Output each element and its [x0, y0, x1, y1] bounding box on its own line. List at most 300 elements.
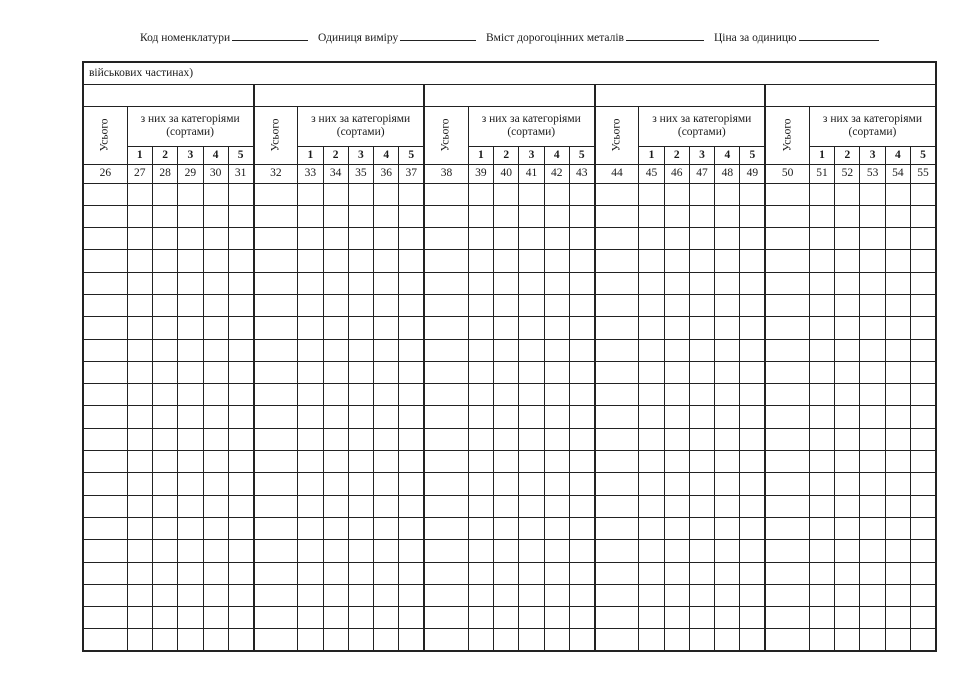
- table-cell[interactable]: [715, 584, 740, 606]
- table-cell[interactable]: [374, 384, 399, 406]
- table-cell[interactable]: [228, 205, 253, 227]
- table-cell[interactable]: [468, 473, 493, 495]
- table-cell[interactable]: [83, 451, 127, 473]
- table-cell[interactable]: [203, 205, 228, 227]
- table-cell[interactable]: [519, 451, 544, 473]
- table-cell[interactable]: [664, 517, 689, 539]
- table-cell[interactable]: [740, 384, 765, 406]
- table-cell[interactable]: [765, 183, 809, 205]
- table-cell[interactable]: [911, 272, 936, 294]
- table-cell[interactable]: [885, 451, 910, 473]
- table-cell[interactable]: [228, 361, 253, 383]
- table-cell[interactable]: [715, 272, 740, 294]
- table-cell[interactable]: [689, 629, 714, 651]
- table-cell[interactable]: [569, 317, 594, 339]
- table-cell[interactable]: [911, 584, 936, 606]
- table-cell[interactable]: [83, 294, 127, 316]
- table-cell[interactable]: [83, 629, 127, 651]
- table-cell[interactable]: [519, 473, 544, 495]
- table-cell[interactable]: [835, 250, 860, 272]
- table-cell[interactable]: [323, 607, 348, 629]
- table-cell[interactable]: [809, 250, 834, 272]
- table-cell[interactable]: [740, 629, 765, 651]
- table-cell[interactable]: [178, 339, 203, 361]
- table-cell[interactable]: [348, 607, 373, 629]
- table-cell[interactable]: [740, 250, 765, 272]
- table-cell[interactable]: [765, 584, 809, 606]
- table-cell[interactable]: [860, 384, 885, 406]
- table-cell[interactable]: [178, 607, 203, 629]
- table-cell[interactable]: [468, 205, 493, 227]
- table-cell[interactable]: [715, 495, 740, 517]
- table-cell[interactable]: [468, 451, 493, 473]
- table-cell[interactable]: [254, 183, 298, 205]
- table-cell[interactable]: [664, 272, 689, 294]
- table-cell[interactable]: [348, 228, 373, 250]
- table-cell[interactable]: [494, 517, 519, 539]
- table-cell[interactable]: [178, 517, 203, 539]
- table-cell[interactable]: [740, 294, 765, 316]
- table-cell[interactable]: [765, 473, 809, 495]
- table-cell[interactable]: [127, 607, 152, 629]
- table-cell[interactable]: [399, 183, 424, 205]
- table-cell[interactable]: [203, 562, 228, 584]
- table-cell[interactable]: [152, 495, 177, 517]
- table-cell[interactable]: [689, 517, 714, 539]
- table-cell[interactable]: [468, 294, 493, 316]
- table-cell[interactable]: [569, 384, 594, 406]
- table-cell[interactable]: [765, 607, 809, 629]
- table-cell[interactable]: [809, 540, 834, 562]
- table-cell[interactable]: [348, 451, 373, 473]
- table-cell[interactable]: [254, 607, 298, 629]
- table-cell[interactable]: [178, 361, 203, 383]
- table-cell[interactable]: [544, 607, 569, 629]
- table-cell[interactable]: [569, 540, 594, 562]
- table-cell[interactable]: [639, 361, 664, 383]
- table-cell[interactable]: [127, 272, 152, 294]
- table-cell[interactable]: [374, 451, 399, 473]
- table-cell[interactable]: [569, 250, 594, 272]
- table-cell[interactable]: [127, 517, 152, 539]
- table-cell[interactable]: [178, 562, 203, 584]
- table-cell[interactable]: [494, 183, 519, 205]
- table-cell[interactable]: [494, 473, 519, 495]
- table-cell[interactable]: [228, 495, 253, 517]
- table-cell[interactable]: [203, 517, 228, 539]
- table-cell[interactable]: [424, 584, 468, 606]
- table-cell[interactable]: [689, 607, 714, 629]
- table-cell[interactable]: [519, 584, 544, 606]
- table-cell[interactable]: [835, 339, 860, 361]
- table-cell[interactable]: [689, 562, 714, 584]
- table-cell[interactable]: [689, 183, 714, 205]
- table-cell[interactable]: [178, 183, 203, 205]
- table-cell[interactable]: [424, 540, 468, 562]
- table-cell[interactable]: [765, 317, 809, 339]
- table-cell[interactable]: [468, 495, 493, 517]
- table-cell[interactable]: [911, 406, 936, 428]
- table-cell[interactable]: [424, 562, 468, 584]
- table-cell[interactable]: [715, 183, 740, 205]
- table-cell[interactable]: [835, 183, 860, 205]
- table-cell[interactable]: [860, 250, 885, 272]
- table-cell[interactable]: [765, 205, 809, 227]
- table-cell[interactable]: [715, 339, 740, 361]
- table-cell[interactable]: [569, 228, 594, 250]
- table-cell[interactable]: [809, 562, 834, 584]
- table-cell[interactable]: [689, 361, 714, 383]
- table-cell[interactable]: [254, 339, 298, 361]
- table-cell[interactable]: [885, 294, 910, 316]
- table-cell[interactable]: [885, 562, 910, 584]
- table-cell[interactable]: [254, 406, 298, 428]
- table-cell[interactable]: [254, 428, 298, 450]
- table-cell[interactable]: [689, 473, 714, 495]
- table-cell[interactable]: [494, 451, 519, 473]
- table-cell[interactable]: [298, 361, 323, 383]
- table-cell[interactable]: [127, 540, 152, 562]
- table-cell[interactable]: [885, 629, 910, 651]
- table-cell[interactable]: [83, 540, 127, 562]
- table-cell[interactable]: [374, 562, 399, 584]
- table-cell[interactable]: [127, 495, 152, 517]
- table-cell[interactable]: [715, 317, 740, 339]
- table-cell[interactable]: [835, 406, 860, 428]
- table-cell[interactable]: [544, 183, 569, 205]
- table-cell[interactable]: [835, 317, 860, 339]
- table-cell[interactable]: [83, 272, 127, 294]
- table-cell[interactable]: [715, 607, 740, 629]
- table-cell[interactable]: [860, 584, 885, 606]
- table-cell[interactable]: [298, 473, 323, 495]
- table-cell[interactable]: [885, 205, 910, 227]
- table-cell[interactable]: [911, 495, 936, 517]
- table-cell[interactable]: [323, 250, 348, 272]
- table-cell[interactable]: [911, 294, 936, 316]
- table-cell[interactable]: [254, 584, 298, 606]
- table-cell[interactable]: [569, 205, 594, 227]
- table-cell[interactable]: [254, 540, 298, 562]
- table-cell[interactable]: [885, 250, 910, 272]
- table-cell[interactable]: [468, 183, 493, 205]
- table-cell[interactable]: [374, 339, 399, 361]
- table-cell[interactable]: [544, 205, 569, 227]
- table-cell[interactable]: [835, 540, 860, 562]
- table-cell[interactable]: [664, 183, 689, 205]
- table-cell[interactable]: [519, 428, 544, 450]
- table-cell[interactable]: [178, 250, 203, 272]
- table-cell[interactable]: [228, 562, 253, 584]
- table-cell[interactable]: [127, 339, 152, 361]
- table-cell[interactable]: [519, 183, 544, 205]
- table-cell[interactable]: [399, 451, 424, 473]
- table-cell[interactable]: [424, 384, 468, 406]
- table-cell[interactable]: [83, 406, 127, 428]
- table-cell[interactable]: [595, 584, 639, 606]
- table-cell[interactable]: [178, 428, 203, 450]
- table-cell[interactable]: [298, 339, 323, 361]
- table-cell[interactable]: [127, 473, 152, 495]
- table-cell[interactable]: [765, 428, 809, 450]
- table-cell[interactable]: [424, 517, 468, 539]
- table-cell[interactable]: [323, 183, 348, 205]
- table-cell[interactable]: [689, 272, 714, 294]
- table-cell[interactable]: [152, 607, 177, 629]
- table-cell[interactable]: [298, 451, 323, 473]
- table-cell[interactable]: [835, 228, 860, 250]
- table-cell[interactable]: [494, 495, 519, 517]
- table-cell[interactable]: [835, 272, 860, 294]
- table-cell[interactable]: [228, 428, 253, 450]
- table-cell[interactable]: [689, 406, 714, 428]
- table-cell[interactable]: [494, 584, 519, 606]
- table-cell[interactable]: [178, 384, 203, 406]
- table-cell[interactable]: [178, 584, 203, 606]
- table-cell[interactable]: [468, 272, 493, 294]
- table-cell[interactable]: [83, 517, 127, 539]
- table-cell[interactable]: [639, 540, 664, 562]
- table-cell[interactable]: [715, 294, 740, 316]
- table-cell[interactable]: [399, 339, 424, 361]
- table-cell[interactable]: [664, 205, 689, 227]
- table-cell[interactable]: [639, 629, 664, 651]
- precious-metals-blank[interactable]: [626, 30, 704, 41]
- table-cell[interactable]: [203, 540, 228, 562]
- table-cell[interactable]: [544, 562, 569, 584]
- table-cell[interactable]: [911, 205, 936, 227]
- table-cell[interactable]: [348, 629, 373, 651]
- table-cell[interactable]: [569, 517, 594, 539]
- table-cell[interactable]: [323, 228, 348, 250]
- table-cell[interactable]: [152, 384, 177, 406]
- table-cell[interactable]: [254, 495, 298, 517]
- table-cell[interactable]: [298, 406, 323, 428]
- table-cell[interactable]: [178, 473, 203, 495]
- table-cell[interactable]: [298, 517, 323, 539]
- table-cell[interactable]: [664, 473, 689, 495]
- table-cell[interactable]: [374, 473, 399, 495]
- table-cell[interactable]: [569, 629, 594, 651]
- table-cell[interactable]: [468, 540, 493, 562]
- table-cell[interactable]: [595, 540, 639, 562]
- table-cell[interactable]: [323, 451, 348, 473]
- table-cell[interactable]: [885, 428, 910, 450]
- table-cell[interactable]: [860, 473, 885, 495]
- table-cell[interactable]: [374, 294, 399, 316]
- table-cell[interactable]: [860, 540, 885, 562]
- table-cell[interactable]: [254, 205, 298, 227]
- table-cell[interactable]: [569, 584, 594, 606]
- table-cell[interactable]: [399, 540, 424, 562]
- table-cell[interactable]: [424, 607, 468, 629]
- table-cell[interactable]: [348, 495, 373, 517]
- table-cell[interactable]: [348, 384, 373, 406]
- table-cell[interactable]: [544, 294, 569, 316]
- table-cell[interactable]: [639, 495, 664, 517]
- table-cell[interactable]: [835, 495, 860, 517]
- table-cell[interactable]: [228, 317, 253, 339]
- table-cell[interactable]: [595, 205, 639, 227]
- table-cell[interactable]: [348, 584, 373, 606]
- table-cell[interactable]: [569, 473, 594, 495]
- table-cell[interactable]: [374, 584, 399, 606]
- table-cell[interactable]: [595, 495, 639, 517]
- table-cell[interactable]: [494, 205, 519, 227]
- table-cell[interactable]: [809, 339, 834, 361]
- table-cell[interactable]: [152, 228, 177, 250]
- table-cell[interactable]: [203, 451, 228, 473]
- table-cell[interactable]: [254, 294, 298, 316]
- table-cell[interactable]: [399, 250, 424, 272]
- table-cell[interactable]: [298, 205, 323, 227]
- table-cell[interactable]: [569, 428, 594, 450]
- table-cell[interactable]: [254, 361, 298, 383]
- table-cell[interactable]: [595, 428, 639, 450]
- table-cell[interactable]: [228, 629, 253, 651]
- table-cell[interactable]: [544, 228, 569, 250]
- table-cell[interactable]: [399, 428, 424, 450]
- table-cell[interactable]: [765, 250, 809, 272]
- table-cell[interactable]: [569, 272, 594, 294]
- table-cell[interactable]: [860, 205, 885, 227]
- table-cell[interactable]: [203, 384, 228, 406]
- table-cell[interactable]: [544, 629, 569, 651]
- table-cell[interactable]: [203, 272, 228, 294]
- table-cell[interactable]: [740, 517, 765, 539]
- table-cell[interactable]: [911, 228, 936, 250]
- table-cell[interactable]: [595, 339, 639, 361]
- table-cell[interactable]: [152, 584, 177, 606]
- table-cell[interactable]: [740, 317, 765, 339]
- table-cell[interactable]: [203, 317, 228, 339]
- table-cell[interactable]: [494, 406, 519, 428]
- table-cell[interactable]: [152, 562, 177, 584]
- table-cell[interactable]: [765, 294, 809, 316]
- table-cell[interactable]: [569, 339, 594, 361]
- table-cell[interactable]: [468, 339, 493, 361]
- table-cell[interactable]: [595, 406, 639, 428]
- table-cell[interactable]: [809, 428, 834, 450]
- table-cell[interactable]: [519, 562, 544, 584]
- table-cell[interactable]: [83, 584, 127, 606]
- table-cell[interactable]: [203, 428, 228, 450]
- table-cell[interactable]: [569, 495, 594, 517]
- table-cell[interactable]: [494, 228, 519, 250]
- table-cell[interactable]: [374, 495, 399, 517]
- table-cell[interactable]: [494, 272, 519, 294]
- table-cell[interactable]: [348, 250, 373, 272]
- table-cell[interactable]: [664, 294, 689, 316]
- table-cell[interactable]: [298, 629, 323, 651]
- table-cell[interactable]: [595, 317, 639, 339]
- table-cell[interactable]: [203, 473, 228, 495]
- table-cell[interactable]: [203, 584, 228, 606]
- table-cell[interactable]: [254, 562, 298, 584]
- table-cell[interactable]: [424, 406, 468, 428]
- table-cell[interactable]: [228, 406, 253, 428]
- table-cell[interactable]: [468, 607, 493, 629]
- table-cell[interactable]: [809, 384, 834, 406]
- table-cell[interactable]: [399, 406, 424, 428]
- table-cell[interactable]: [519, 607, 544, 629]
- table-cell[interactable]: [689, 250, 714, 272]
- table-cell[interactable]: [639, 272, 664, 294]
- table-cell[interactable]: [203, 250, 228, 272]
- table-cell[interactable]: [715, 250, 740, 272]
- table-cell[interactable]: [689, 205, 714, 227]
- table-cell[interactable]: [689, 228, 714, 250]
- table-cell[interactable]: [152, 272, 177, 294]
- table-cell[interactable]: [298, 607, 323, 629]
- table-cell[interactable]: [569, 406, 594, 428]
- table-cell[interactable]: [740, 607, 765, 629]
- table-cell[interactable]: [639, 406, 664, 428]
- table-cell[interactable]: [595, 607, 639, 629]
- table-cell[interactable]: [374, 361, 399, 383]
- table-cell[interactable]: [178, 629, 203, 651]
- table-cell[interactable]: [765, 272, 809, 294]
- table-cell[interactable]: [885, 584, 910, 606]
- table-cell[interactable]: [885, 384, 910, 406]
- table-cell[interactable]: [323, 272, 348, 294]
- table-cell[interactable]: [835, 451, 860, 473]
- table-cell[interactable]: [519, 272, 544, 294]
- table-cell[interactable]: [152, 183, 177, 205]
- table-cell[interactable]: [639, 250, 664, 272]
- table-cell[interactable]: [127, 294, 152, 316]
- table-cell[interactable]: [254, 384, 298, 406]
- table-cell[interactable]: [689, 495, 714, 517]
- table-cell[interactable]: [348, 272, 373, 294]
- table-cell[interactable]: [639, 339, 664, 361]
- table-cell[interactable]: [127, 428, 152, 450]
- table-cell[interactable]: [519, 339, 544, 361]
- table-cell[interactable]: [809, 473, 834, 495]
- table-cell[interactable]: [639, 517, 664, 539]
- table-cell[interactable]: [860, 451, 885, 473]
- table-cell[interactable]: [374, 607, 399, 629]
- table-cell[interactable]: [298, 428, 323, 450]
- table-cell[interactable]: [689, 317, 714, 339]
- table-cell[interactable]: [348, 205, 373, 227]
- table-cell[interactable]: [298, 384, 323, 406]
- table-cell[interactable]: [298, 584, 323, 606]
- table-cell[interactable]: [569, 607, 594, 629]
- table-cell[interactable]: [254, 250, 298, 272]
- table-cell[interactable]: [494, 250, 519, 272]
- table-cell[interactable]: [152, 629, 177, 651]
- table-cell[interactable]: [348, 562, 373, 584]
- table-cell[interactable]: [399, 294, 424, 316]
- table-cell[interactable]: [809, 228, 834, 250]
- table-cell[interactable]: [127, 317, 152, 339]
- table-cell[interactable]: [228, 228, 253, 250]
- table-cell[interactable]: [664, 228, 689, 250]
- table-cell[interactable]: [152, 339, 177, 361]
- table-cell[interactable]: [178, 406, 203, 428]
- table-cell[interactable]: [228, 272, 253, 294]
- table-cell[interactable]: [83, 473, 127, 495]
- table-cell[interactable]: [740, 205, 765, 227]
- table-cell[interactable]: [860, 317, 885, 339]
- table-cell[interactable]: [595, 250, 639, 272]
- table-cell[interactable]: [83, 317, 127, 339]
- table-cell[interactable]: [178, 205, 203, 227]
- table-cell[interactable]: [664, 562, 689, 584]
- table-cell[interactable]: [595, 272, 639, 294]
- table-cell[interactable]: [424, 317, 468, 339]
